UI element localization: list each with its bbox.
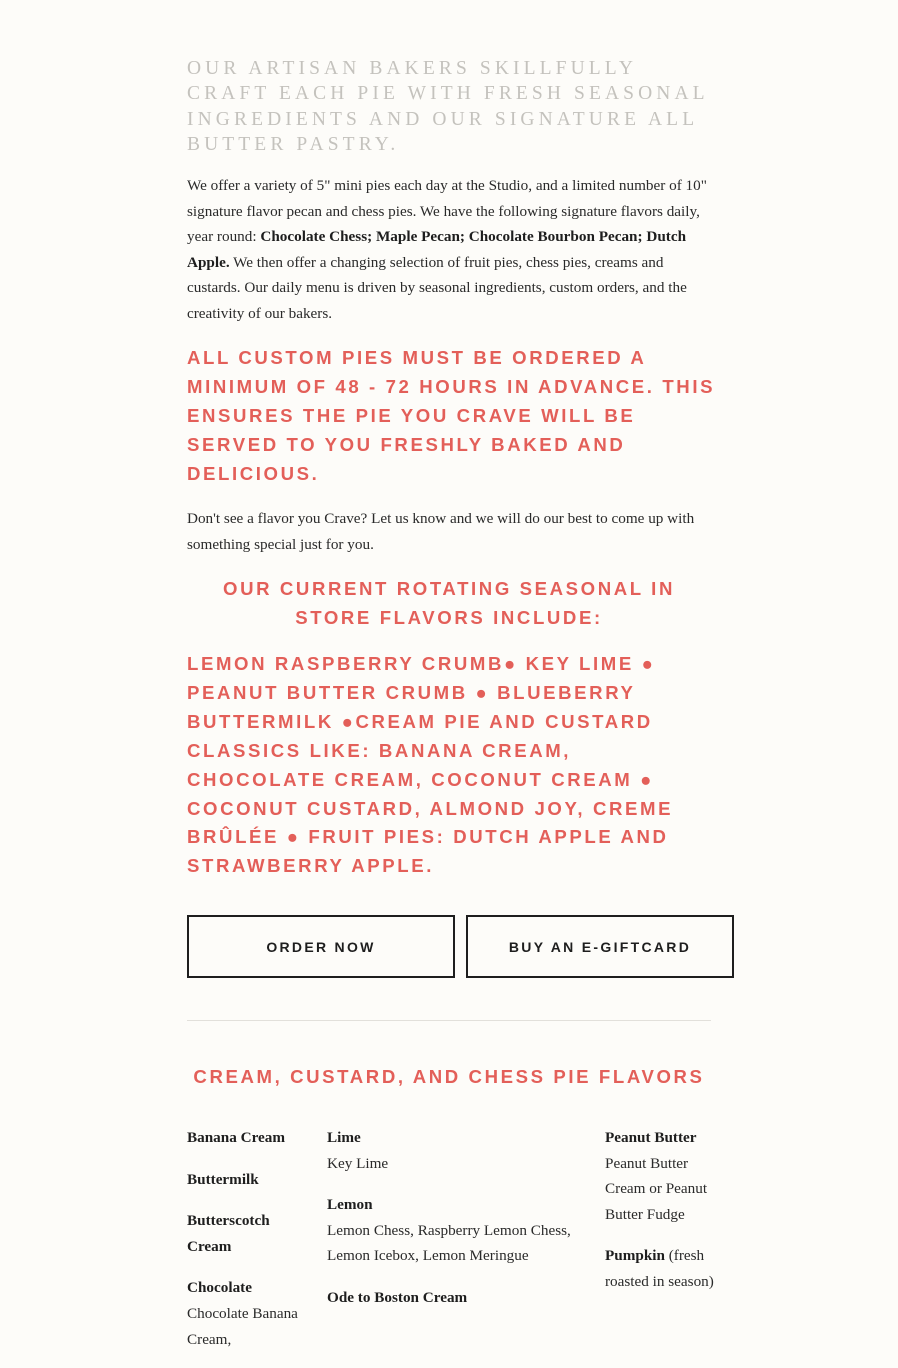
section-divider xyxy=(187,1020,711,1021)
flavor-name: Peanut Butter xyxy=(605,1129,697,1146)
intro-text-before: We offer a variety of 5" mini pies each day at the Studio, and a limited number of 10" signature flavor pecan and chess pies. We have the following signature flavors daily, year round: xyxy=(187,177,707,246)
flavor-description: Chocolate Banana Cream, xyxy=(187,1304,298,1348)
intro-heading: OUR ARTISAN BAKERS SKILLFULLY CRAFT EACH PIE WITH FRESH SEASONAL INGREDIENTS AND OUR SIGNATURE ALL BUTTER PASTRY. xyxy=(187,58,708,155)
custom-order-notice: ALL CUSTOM PIES MUST BE ORDERED A MINIMUM OF 48 - 72 HOURS IN ADVANCE. THIS ENSURES THE PIE YOU CRAVE WILL BE SERVED TO YOU FRESHLY BAKED AND DELICIOUS. xyxy=(187,347,716,484)
flavor-description: Lemon Chess, Raspberry Lemon Chess, Lemon Icebox, Lemon Meringue xyxy=(327,1221,571,1265)
flavor-name: Butterscotch Cream xyxy=(187,1212,270,1255)
flavor-item xyxy=(187,1167,307,1193)
flavor-name: Ode to Boston Cream xyxy=(327,1288,468,1306)
flavor-name: Chocolate xyxy=(187,1279,252,1297)
flavor-note: (fresh roasted in season) xyxy=(605,1247,714,1290)
flavor-item xyxy=(327,1192,587,1269)
rotating-flavors-title: OUR CURRENT ROTATING SEASONAL IN STORE FLAVORS INCLUDE: xyxy=(223,578,675,628)
flavor-column-2 xyxy=(327,1125,587,1327)
dont-see-flavor-text: Don't see a flavor you Crave? Let us know and we will do our best to come up with something special just for you. xyxy=(187,510,695,553)
flavor-name: Lemon xyxy=(327,1196,373,1214)
flavor-name: Lime xyxy=(327,1129,361,1146)
flavor-name: Buttermilk xyxy=(187,1170,259,1188)
signature-flavors: Chocolate Chess; Maple Pecan; Chocolate Bourbon Pecan; Dutch Apple. xyxy=(187,228,687,271)
intro-text-after: We then offer a changing selection of fruit pies, chess pies, creams and custards. Our daily menu is driven by seasonal ingredients, custom orders, and the creativity of our bakers. xyxy=(187,253,687,322)
cream-section-title: CREAM, CUSTARD, AND CHESS PIE FLAVORS xyxy=(193,1066,705,1087)
flavor-item xyxy=(187,1275,307,1352)
flavor-name: Pumpkin xyxy=(605,1247,665,1265)
intro-paragraph xyxy=(187,173,717,327)
order-now-button[interactable]: ORDER NOW xyxy=(187,915,455,978)
flavor-item xyxy=(187,1208,307,1259)
flavor-column-3 xyxy=(605,1125,717,1311)
buy-egiftcard-button[interactable]: BUY AN E-GIFTCARD xyxy=(466,915,734,978)
flavor-item xyxy=(327,1125,587,1176)
rotating-flavors-list: LEMON RASPBERRY CRUMB● KEY LIME ● PEANUT BUTTER CRUMB ● BLUEBERRY BUTTERMILK ●CREAM PIE AND CUSTARD CLASSICS LIKE: BANANA CREAM, CHOCOLATE CREAM, COCONUT CREAM ● COCONUT CUSTARD, ALMOND JOY, CREME BRÛLÉE ● FRUIT PIES: DUTCH APPLE AND STRAWBERRY APPLE. xyxy=(187,653,674,877)
flavor-item xyxy=(605,1125,717,1227)
flavor-description: Key Lime xyxy=(327,1154,389,1172)
flavor-item xyxy=(187,1125,307,1151)
flavor-column-1 xyxy=(187,1125,307,1368)
flavor-item xyxy=(327,1285,587,1311)
flavor-item xyxy=(605,1243,717,1294)
flavor-name: Banana Cream xyxy=(187,1129,286,1146)
flavor-description: Peanut Butter Cream or Peanut Butter Fudge xyxy=(605,1154,708,1223)
